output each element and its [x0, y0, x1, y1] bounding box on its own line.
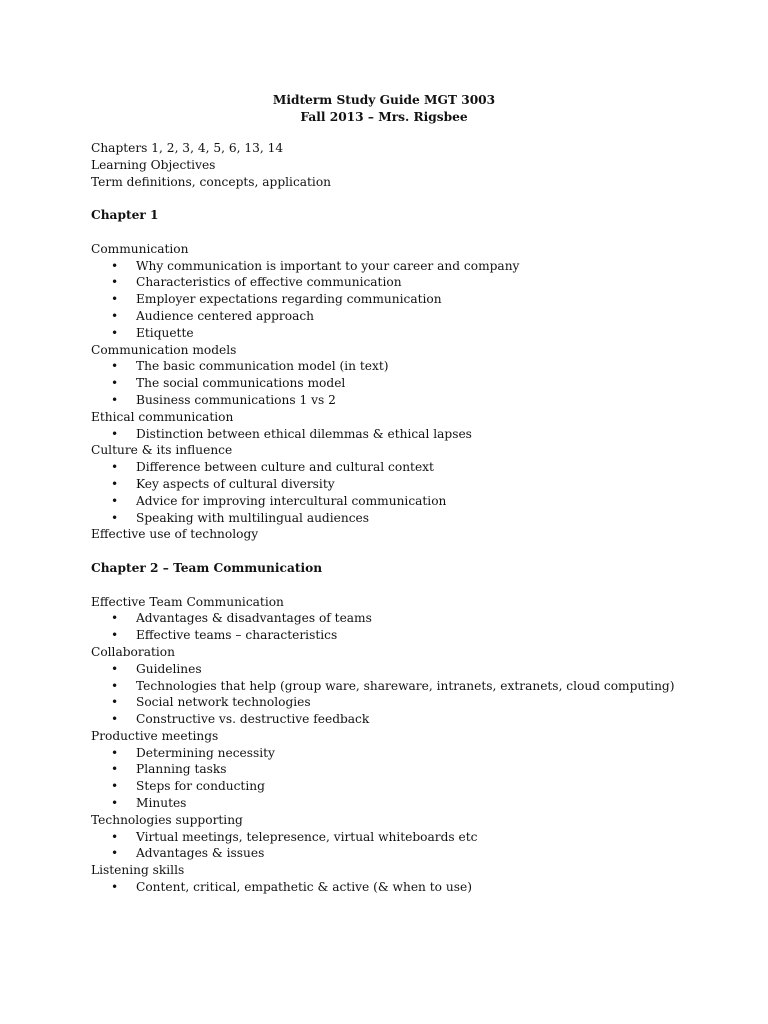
section-title: Technologies supporting [91, 812, 243, 827]
list-item [91, 711, 711, 728]
bullet-icon: • [111, 745, 119, 760]
list-item-text: Business communications 1 vs 2 [136, 392, 336, 407]
chapter-heading: Chapter 1 [91, 208, 159, 223]
bullet-icon: • [111, 712, 119, 727]
list-item-text: Characteristics of effective communication [136, 275, 402, 290]
bullet-icon: • [111, 678, 119, 693]
list-item [91, 795, 711, 812]
bullet-icon: • [111, 258, 119, 273]
list-item-text: Advice for improving intercultural communication [136, 493, 447, 508]
bullet-list [91, 879, 711, 896]
bullet-list [91, 358, 711, 408]
list-item [91, 745, 711, 762]
bullet-icon: • [111, 779, 119, 794]
bullet-list [91, 829, 711, 863]
bullet-icon: • [111, 846, 119, 861]
list-item [91, 678, 711, 695]
bullet-icon: • [111, 661, 119, 676]
list-item-text: Technologies that help (group ware, shareware, intranets, extranets, cloud computing) [136, 678, 675, 693]
bullet-icon: • [111, 796, 119, 811]
bullet-icon: • [111, 359, 119, 374]
document-subtitle: Fall 2013 – Mrs. Rigsbee [300, 109, 468, 124]
list-item [91, 308, 711, 325]
list-item [91, 829, 711, 846]
bullet-icon: • [111, 762, 119, 777]
list-item [91, 610, 711, 627]
list-item [91, 510, 711, 527]
section-title: Collaboration [91, 644, 175, 659]
bullet-icon: • [111, 392, 119, 407]
bullet-list [91, 610, 711, 644]
list-item-text: Employer expectations regarding communication [136, 292, 442, 307]
section-title: Communication [91, 241, 189, 256]
chapter-heading: Chapter 2 – Team Communication [91, 560, 323, 575]
bullet-icon: • [111, 426, 119, 441]
list-item-text: Planning tasks [136, 762, 227, 777]
bullet-icon: • [111, 829, 119, 844]
list-item [91, 845, 711, 862]
list-item-text: Virtual meetings, telepresence, virtual whiteboards etc [136, 829, 478, 844]
bullet-icon: • [111, 292, 119, 307]
bullet-icon: • [111, 476, 119, 491]
list-item [91, 661, 711, 678]
bullet-icon: • [111, 611, 119, 626]
list-item [91, 476, 711, 493]
bullet-icon: • [111, 628, 119, 643]
list-item [91, 493, 711, 510]
bullet-icon: • [111, 695, 119, 710]
list-item [91, 274, 711, 291]
section-title: Effective Team Communication [91, 594, 284, 609]
intro-line: Term definitions, concepts, application [91, 174, 332, 189]
chapter-1-outline [91, 241, 711, 543]
list-item-text: Content, critical, empathetic & active (& when to use) [136, 880, 472, 895]
section-title: Communication models [91, 342, 237, 357]
bullet-icon: • [111, 325, 119, 340]
list-item-text: Effective teams – characteristics [136, 628, 338, 643]
intro-line: Learning Objectives [91, 157, 216, 172]
list-item-text: Advantages & disadvantages of teams [136, 611, 372, 626]
list-item [91, 375, 711, 392]
section-title: Productive meetings [91, 728, 219, 743]
list-item-text: Advantages & issues [136, 846, 265, 861]
list-item-text: Determining necessity [136, 745, 275, 760]
bullet-list [91, 258, 711, 342]
list-item-text: Key aspects of cultural diversity [136, 476, 335, 491]
document-title: Midterm Study Guide MGT 3003 [272, 93, 496, 107]
bullet-icon: • [111, 880, 119, 895]
list-item [91, 426, 711, 443]
section-title: Listening skills [91, 863, 185, 878]
list-item-text: Guidelines [136, 661, 202, 676]
list-item [91, 358, 711, 375]
document-title-block [0, 92, 768, 126]
bullet-icon: • [111, 510, 119, 525]
section-title: Culture & its influence [91, 443, 233, 458]
intro-line: Chapters 1, 2, 3, 4, 5, 6, 13, 14 [91, 141, 284, 155]
list-item [91, 778, 711, 795]
list-item [91, 392, 711, 409]
bullet-icon: • [111, 275, 119, 290]
section-title: Effective use of technology [91, 527, 259, 542]
list-item-text: Speaking with multilingual audiences [136, 510, 369, 525]
bullet-icon: • [111, 376, 119, 391]
bullet-list [91, 661, 711, 728]
list-item [91, 879, 711, 896]
list-item [91, 694, 711, 711]
list-item-text: Why communication is important to your career and company [136, 258, 520, 273]
spacer [91, 543, 711, 560]
list-item-text: Social network technologies [136, 695, 311, 710]
spacer [91, 577, 711, 594]
list-item [91, 258, 711, 275]
bullet-list [91, 459, 711, 526]
list-item [91, 627, 711, 644]
list-item-text: The social communications model [136, 376, 346, 391]
chapter-2-outline [91, 594, 711, 896]
spacer [91, 224, 711, 241]
list-item-text: Steps for conducting [136, 779, 265, 794]
bullet-icon: • [111, 493, 119, 508]
list-item-text: Audience centered approach [136, 308, 315, 323]
document-body [91, 140, 711, 896]
list-item-text: Constructive vs. destructive feedback [136, 712, 370, 727]
section-title: Ethical communication [91, 409, 234, 424]
bullet-list [91, 426, 711, 443]
list-item-text: Distinction between ethical dilemmas & ethical lapses [136, 426, 472, 441]
list-item-text: The basic communication model (in text) [136, 359, 389, 374]
list-item [91, 459, 711, 476]
bullet-list [91, 745, 711, 812]
list-item-text: Minutes [136, 796, 187, 811]
bullet-icon: • [111, 308, 119, 323]
list-item [91, 291, 711, 308]
bullet-icon: • [111, 460, 119, 475]
list-item-text: Difference between culture and cultural context [136, 460, 434, 475]
spacer [91, 190, 711, 207]
list-item-text: Etiquette [136, 325, 194, 340]
list-item [91, 325, 711, 342]
list-item [91, 761, 711, 778]
